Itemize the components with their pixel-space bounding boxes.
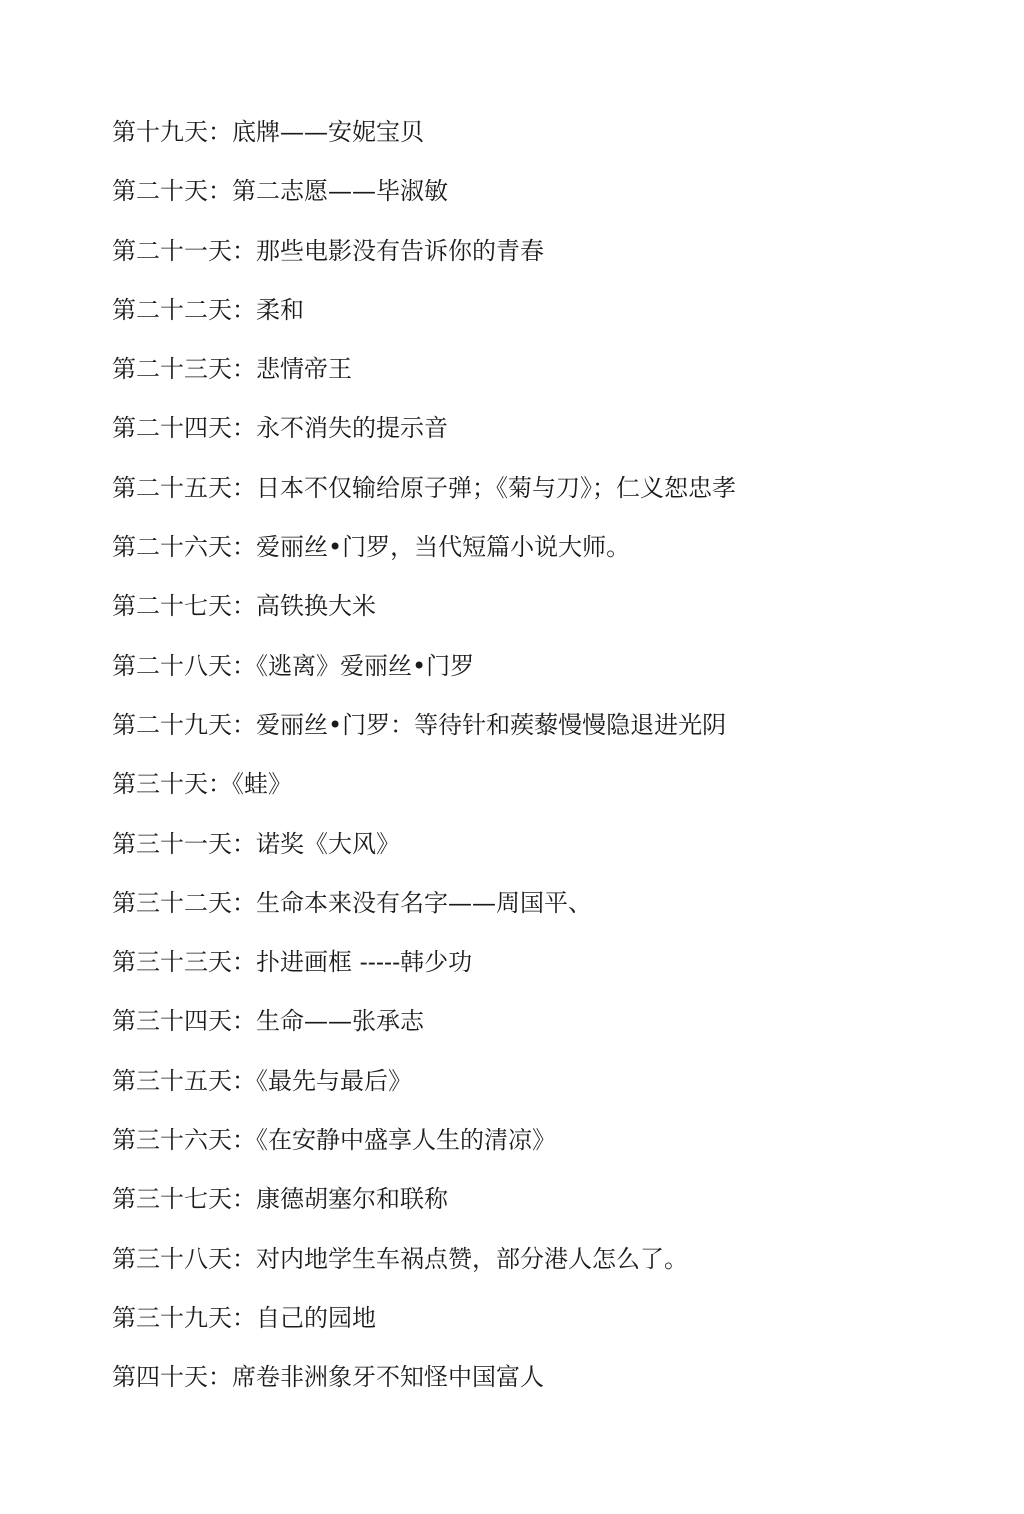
list-item: 第二十二天：柔和 <box>112 295 304 324</box>
list-item: 第二十八天：《逃离》爱丽丝•门罗 <box>112 651 475 680</box>
list-item: 第二十九天：爱丽丝•门罗：等待针和蒺藜慢慢隐退进光阴 <box>112 710 727 739</box>
list-item: 第三十五天：《最先与最后》 <box>112 1066 412 1095</box>
list-item: 第三十九天：自己的园地 <box>112 1303 376 1332</box>
list-item: 第二十三天：悲情帝王 <box>112 355 352 384</box>
list-item: 第二十六天：爱丽丝•门罗，当代短篇小说大师。 <box>112 533 631 562</box>
list-item: 第四十天：席卷非洲象牙不知怪中国富人 <box>112 1363 544 1392</box>
list-item: 第十九天：底牌——安妮宝贝 <box>112 118 424 146</box>
list-item: 第二十七天：高铁换大米 <box>112 592 376 621</box>
list-item: 第二十四天：永不消失的提示音 <box>112 414 448 443</box>
list-item: 第三十四天：生命——张承志 <box>112 1007 424 1036</box>
list-item: 第三十三天：扑进画框 -----韩少功 <box>112 948 473 977</box>
list-item: 第三十天：《蛙》 <box>112 770 292 799</box>
list-item: 第三十一天：诺奖《大风》 <box>112 829 400 858</box>
reading-list <box>112 112 972 1417</box>
list-item: 第三十八天：对内地学生车祸点赞，部分港人怎么了。 <box>112 1244 688 1273</box>
list-item: 第二十五天：日本不仅输给原子弹；《菊与刀》；仁义恕忠孝 <box>112 473 736 502</box>
list-item: 第二十天：第二志愿——毕淑敏 <box>112 177 448 206</box>
list-item: 第二十一天：那些电影没有告诉你的青春 <box>112 236 544 265</box>
list-item: 第三十七天：康德胡塞尔和联称 <box>112 1185 448 1214</box>
list-item: 第三十二天：生命本来没有名字——周国平、 <box>112 888 592 917</box>
list-item: 第三十六天：《在安静中盛享人生的清凉》 <box>112 1126 556 1155</box>
